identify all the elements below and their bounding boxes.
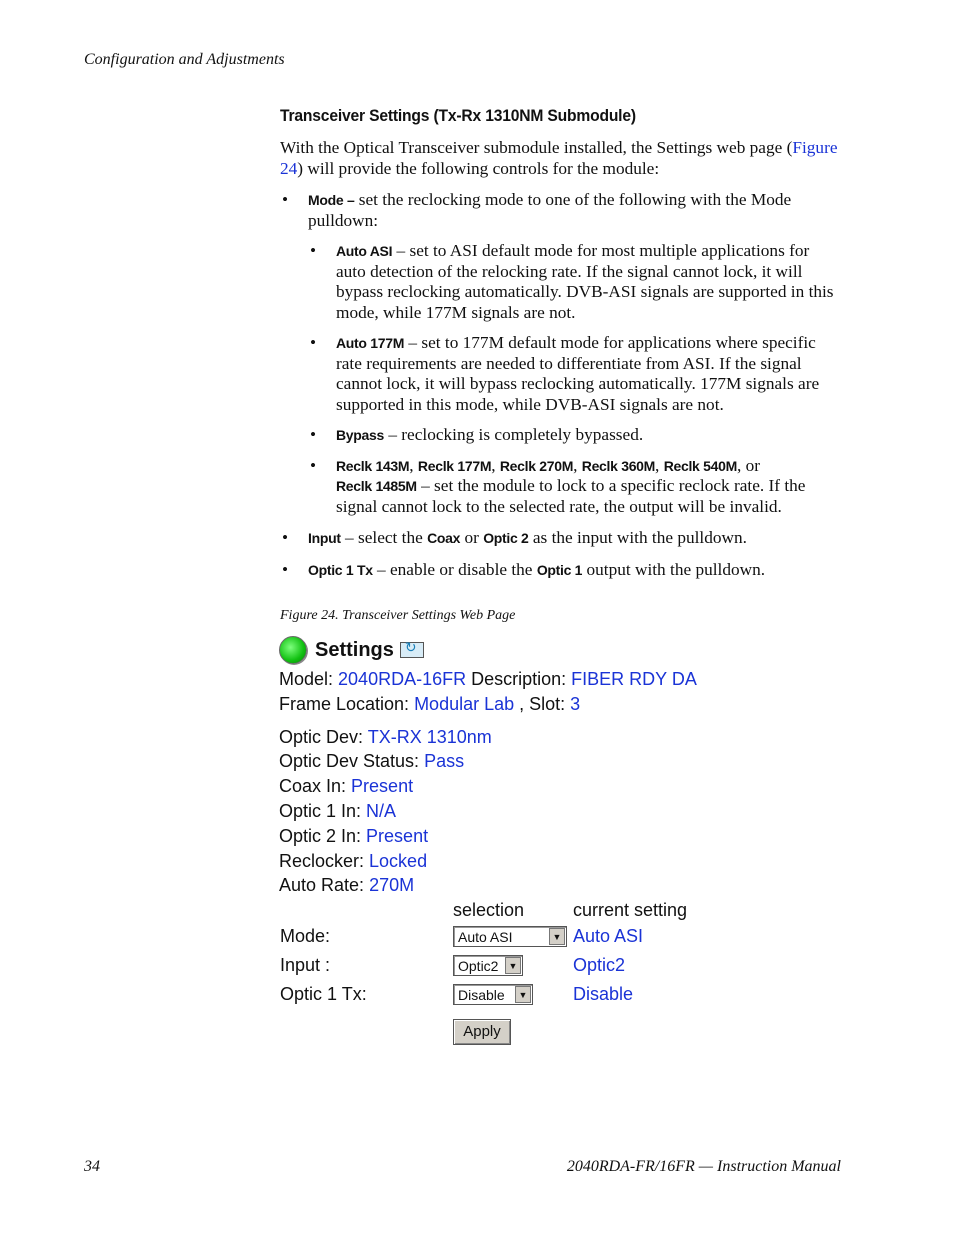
reclk-description: – set the module to lock to a specific reclock rate. If the signal cannot lock to the selected rate, the output will be invalid. — [336, 476, 806, 516]
input-label: Input : — [280, 955, 331, 976]
status-row: Optic 1 In: N/A — [279, 800, 397, 821]
controls-list — [280, 190, 840, 580]
chevron-down-icon[interactable]: ▼ — [549, 928, 565, 945]
optic-dev-status-value: Pass — [424, 751, 465, 772]
mode-options-list — [308, 241, 840, 517]
status-row: Auto Rate: 270M — [279, 875, 415, 896]
selection-column-header: selection — [453, 900, 525, 921]
keyword-optic-1: Optic 1 — [536, 561, 583, 578]
keyword-reclk-1485m: Reclk 1485M — [336, 478, 417, 494]
apply-button[interactable]: Apply — [453, 1019, 511, 1045]
keyword-optic-1-tx: Optic 1 Tx — [308, 561, 373, 578]
input-current-value: Optic2 — [573, 955, 626, 976]
model-row: Model: 2040RDA-16FR Description: FIBER RDY DA — [279, 669, 697, 689]
status-row: Reclocker: Locked — [279, 850, 428, 871]
keyword-auto-asi: Auto ASI — [336, 243, 393, 259]
keyword-coax: Coax — [427, 530, 461, 546]
keyword-input: Input — [308, 530, 341, 546]
keyword-mode: Mode – — [308, 192, 355, 208]
optic-1-tx-select[interactable]: Disable ▼ — [453, 984, 533, 1005]
controls-grid — [279, 900, 749, 1050]
list-item-auto-177m: • Auto 177M – set to 177M default mode for applications where specific rate requirements are needed to differentiate from ASI. If the signal cannot lock, it will bypass reclocking automatically. 177M signals are supported in this mode, while DVB-ASI signals are not. — [310, 333, 820, 414]
settings-web-page-figure — [279, 633, 749, 1050]
auto-rate-value: 270M — [369, 875, 415, 896]
optic-1-tx-label: Optic 1 Tx: — [280, 984, 367, 1005]
figure-caption: Figure 24. Transceiver Settings Web Page — [280, 608, 516, 623]
optic-1-in-value: N/A — [366, 800, 397, 821]
settings-title: Settings — [315, 638, 394, 661]
optic-dev-value: TX-RX 1310nm — [367, 726, 492, 747]
keyword-bypass: Bypass — [336, 427, 385, 443]
status-row: Optic Dev: TX-RX 1310nm — [279, 726, 492, 747]
status-row: Optic 2 In: Present — [279, 825, 429, 846]
list-item-mode: • Mode – set the reclocking mode to one of the following with the Mode pulldown: • Auto ASI – set to ASI default mode for most multiple applications for auto detection of the relocking rate. If the signal cannot lock, it will bypass reclocking automatically. DVB-ASI signals are supported in this mode, while 177M signals are not. • Auto 177M – set to 177M default mode for applications where specific rate requirements are needed to differentiate from ASI. If the signal cannot lock, it will bypass reclocking automatically. 177M signals are supported in this mode, while DVB-ASI signals are not. • Bypass – reclocking is completely bypassed. • Reclk 143M, Reclk 177M, Reclk 270M, Reclk 360M, Reclk 540M, or Reclk 1485M – set the module to lock to a specific reclock rate. If the signal cannot lock to the selected rate, the output will be invalid. — [280, 190, 840, 517]
auto-asi-description: – set to ASI default mode for most multiple applications for auto detection of the relocking rate. If the signal cannot lock, it will bypass reclocking automatically. DVB-ASI signals are supported in this mode, while 177M signals are not. — [336, 241, 834, 322]
status-row: Optic Dev Status: Pass — [279, 751, 465, 772]
green-led-icon — [279, 636, 307, 664]
bypass-description: – reclocking is completely bypassed. — [384, 425, 644, 444]
section-title: Transceiver Settings (Tx-Rx 1310NM Submodule) — [280, 106, 636, 125]
refresh-icon[interactable] — [400, 642, 424, 658]
intro-text-after: ) will provide the following controls for the module: — [297, 158, 660, 178]
auto-177m-description: – set to 177M default mode for applications where specific rate requirements are needed to differentiate from ASI. If the signal cannot lock, it will bypass reclocking automatically. 177M signals are supported in this mode, while DVB-ASI signals are not. — [336, 333, 820, 414]
settings-header — [279, 633, 749, 667]
coax-in-value: Present — [351, 776, 414, 797]
keyword-reclk-270m: Reclk 270M — [499, 457, 574, 474]
keyword-reclk-177m: Reclk 177M — [417, 457, 492, 474]
mode-current-value: Auto ASI — [573, 926, 644, 947]
chevron-down-icon[interactable]: ▼ — [505, 957, 521, 974]
intro-text-before: With the Optical Transceiver submodule installed, the Settings web page ( — [280, 138, 793, 157]
model-value: 2040RDA-16FR — [338, 669, 467, 689]
optic-1-tx-current-value: Disable — [573, 984, 634, 1005]
list-item-optic-1-tx: • Optic 1 Tx – enable or disable the Optic 1 output with the pulldown. — [282, 559, 766, 579]
keyword-reclk-143m: Reclk 143M — [336, 457, 410, 474]
mode-select[interactable]: Auto ASI ▼ — [453, 926, 567, 947]
mode-description: set the reclocking mode to one of the following with the Mode pulldown: — [308, 190, 792, 230]
keyword-optic-2: Optic 2 — [483, 530, 529, 546]
frame-location-row: Frame Location: Modular Lab , Slot: 3 — [279, 693, 581, 714]
list-item-input: • Input – select the Coax or Optic 2 as the input with the pulldown. — [282, 528, 747, 547]
page-number: 34 — [84, 1158, 100, 1175]
current-setting-column-header: current setting — [573, 900, 688, 921]
reclocker-value: Locked — [369, 850, 428, 871]
input-select[interactable]: Optic2 ▼ — [453, 955, 523, 976]
intro-paragraph — [280, 138, 840, 179]
frame-location-value[interactable]: Modular Lab — [414, 693, 515, 714]
mode-label: Mode: — [280, 926, 331, 947]
manual-title: 2040RDA-FR/16FR — Instruction Manual — [566, 1158, 841, 1175]
list-item-reclk: • Reclk 143M, Reclk 177M, Reclk 270M, Reclk 360M, Reclk 540M, or Reclk 1485M – set the module to lock to a specific reclock rate. If the signal cannot lock to the selected rate, the output will be invalid. — [310, 455, 806, 516]
chevron-down-icon[interactable]: ▼ — [515, 986, 531, 1003]
running-head: Configuration and Adjustments — [84, 51, 285, 68]
list-item-bypass: • Bypass – reclocking is completely bypassed. — [310, 425, 644, 444]
keyword-reclk-540m: Reclk 540M — [663, 457, 737, 474]
figure-24-link[interactable]: Figure 24 — [280, 138, 838, 178]
keyword-auto-177m: Auto 177M — [336, 335, 405, 351]
status-row: Coax In: Present — [279, 776, 414, 797]
optic-2-in-value: Present — [366, 825, 429, 846]
slot-value: 3 — [570, 693, 581, 714]
list-item-auto-asi: • Auto ASI – set to ASI default mode for most multiple applications for auto detection of the relocking rate. If the signal cannot lock, it will bypass reclocking automatically. DVB-ASI signals are supported in this mode, while 177M signals are not. — [310, 241, 834, 322]
description-value: FIBER RDY DA — [571, 669, 697, 689]
main-content — [280, 106, 840, 580]
keyword-reclk-360m: Reclk 360M — [581, 457, 656, 474]
